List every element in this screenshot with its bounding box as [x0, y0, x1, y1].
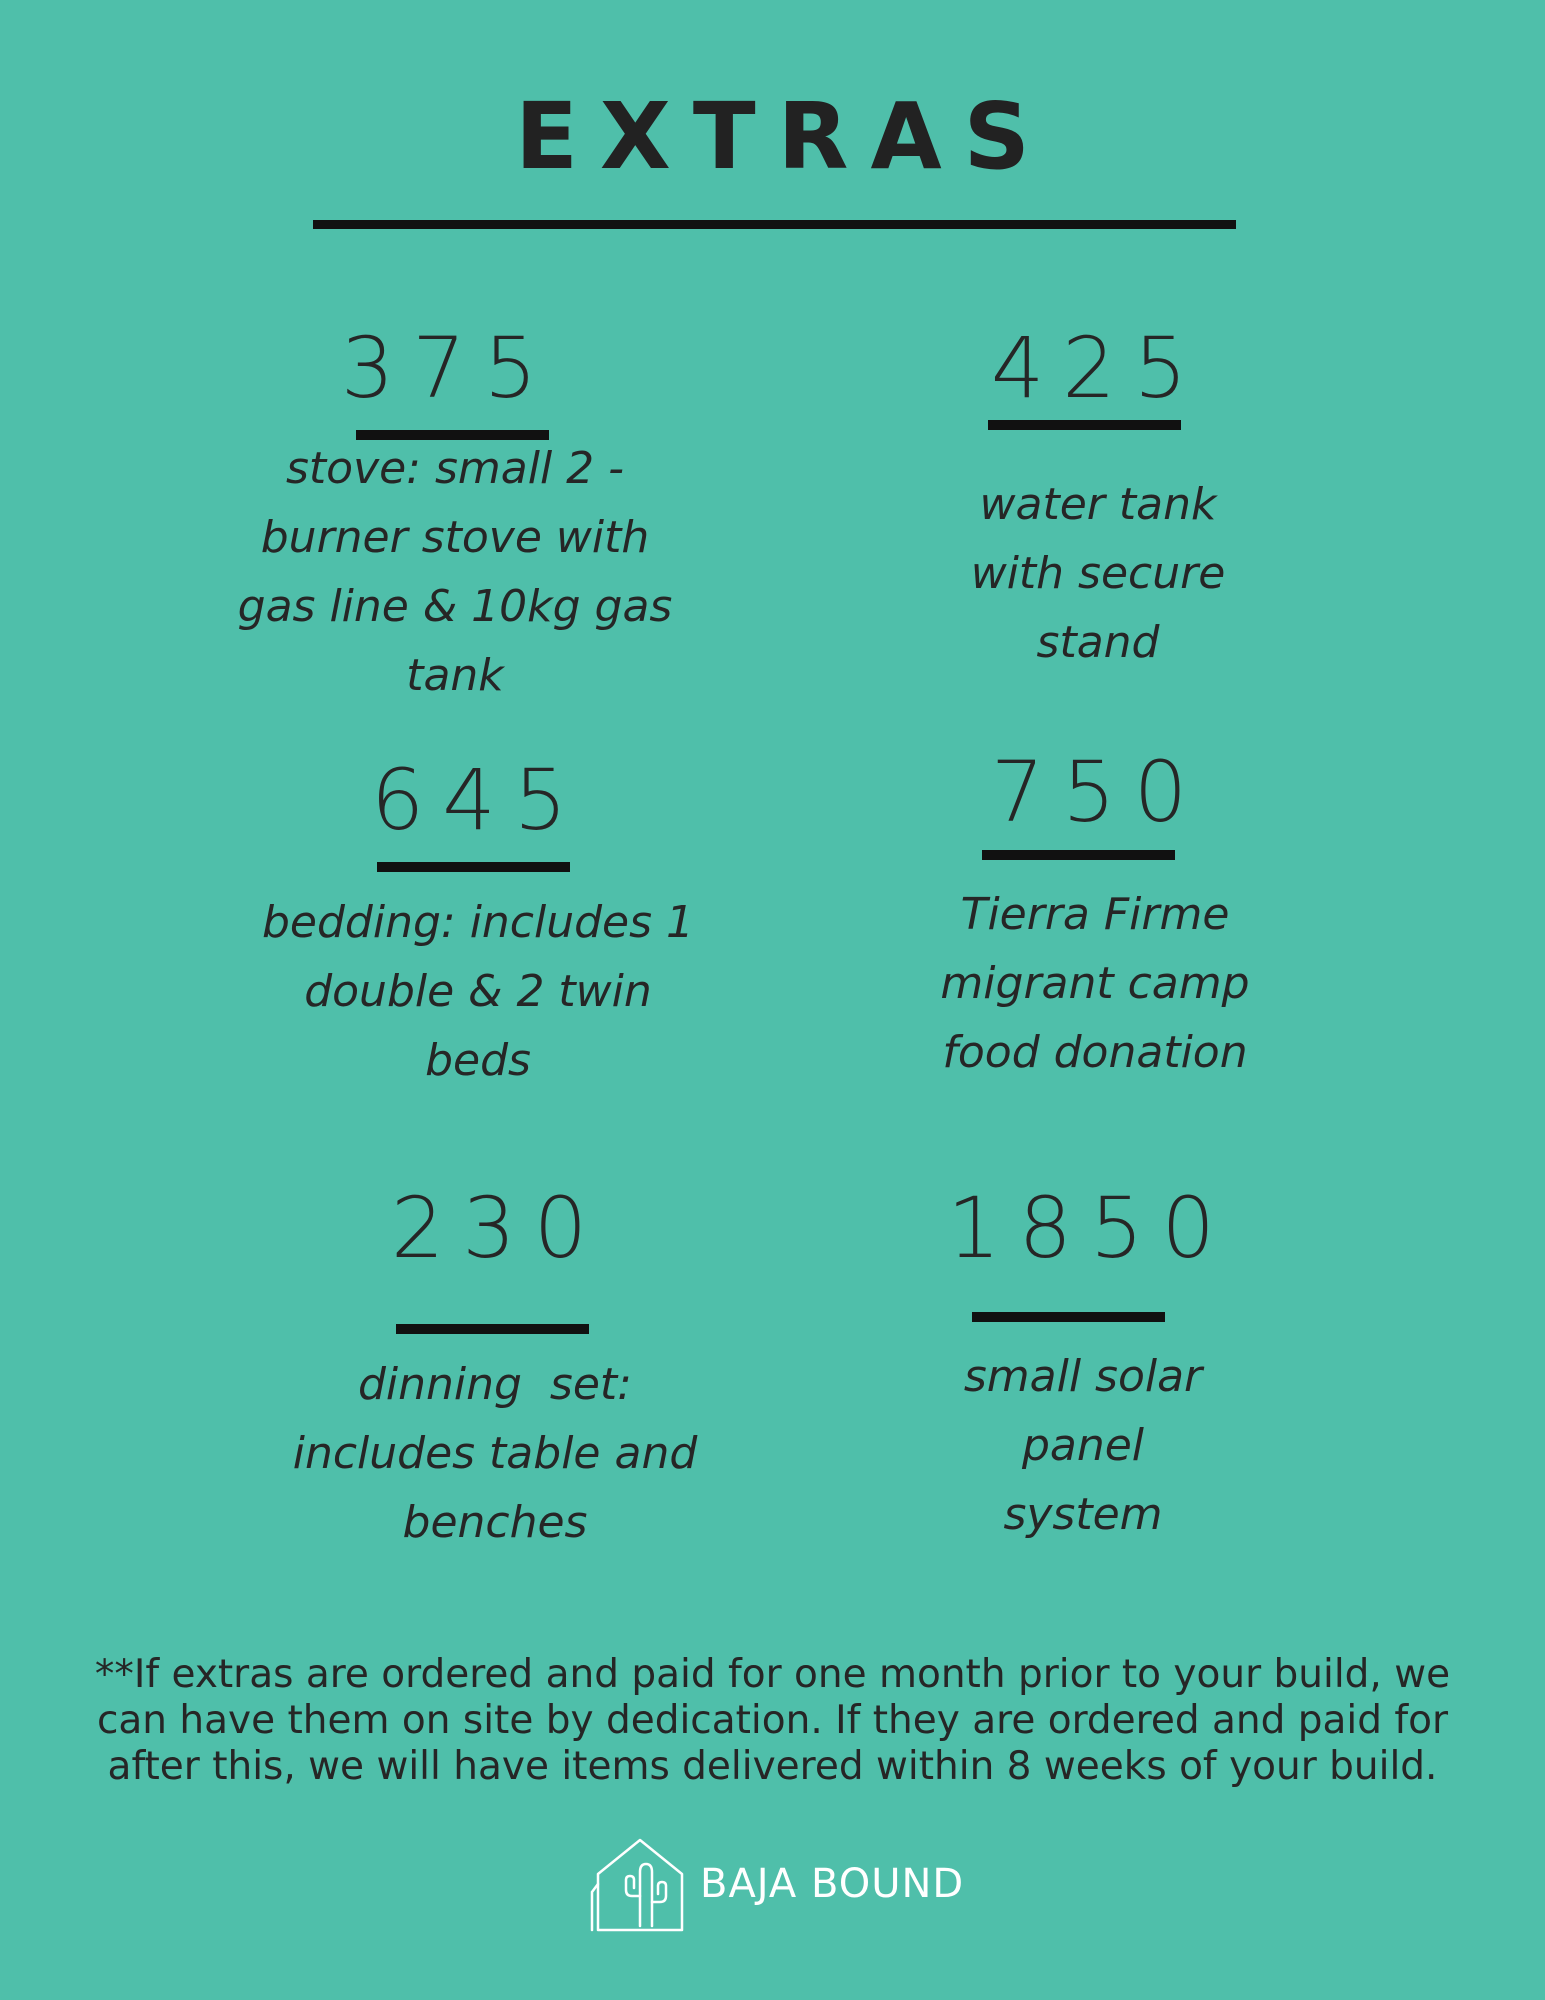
item-description-solar-panel: small solar panel system — [963, 1351, 1203, 1540]
item-price-water-tank: 425 — [990, 319, 1206, 417]
item-divider-food-donation — [982, 850, 1175, 860]
item-description-food-donation: Tierra Firme migrant camp food donation — [940, 889, 1250, 1078]
item-description-water-tank: water tank with secure stand — [970, 479, 1226, 668]
brand-logo — [590, 1834, 990, 1934]
title-divider — [313, 220, 1236, 229]
item-divider-dining-set — [396, 1324, 589, 1334]
item-price-stove: 375 — [340, 319, 556, 417]
item-price-food-donation: 750 — [990, 743, 1206, 841]
item-price-dining-set: 230 — [390, 1179, 606, 1277]
item-divider-water-tank — [988, 420, 1181, 430]
brand-name: BAJA BOUND — [700, 1861, 965, 1907]
delivery-note: **If extras are ordered and paid for one month prior to your build, we can have them on site by dedication. If they are ordered and paid for after this, we will have items delivered within 8 weeks of your build. — [94, 1652, 1451, 1789]
item-divider-solar-panel — [972, 1312, 1165, 1322]
item-description-dining-set: dinning set: includes table and benches — [292, 1359, 712, 1548]
house-cactus-icon — [590, 1834, 690, 1934]
item-description-stove: stove: small 2 -burner stove with gas line & 10kg gas tank — [237, 443, 673, 701]
item-price-solar-panel: 1850 — [947, 1179, 1233, 1277]
item-description-bedding: bedding: includes 1 double & 2 twin beds — [261, 897, 695, 1086]
item-price-bedding: 645 — [370, 751, 586, 849]
page-title: EXTRAS — [515, 83, 1052, 190]
item-divider-bedding — [377, 862, 570, 872]
